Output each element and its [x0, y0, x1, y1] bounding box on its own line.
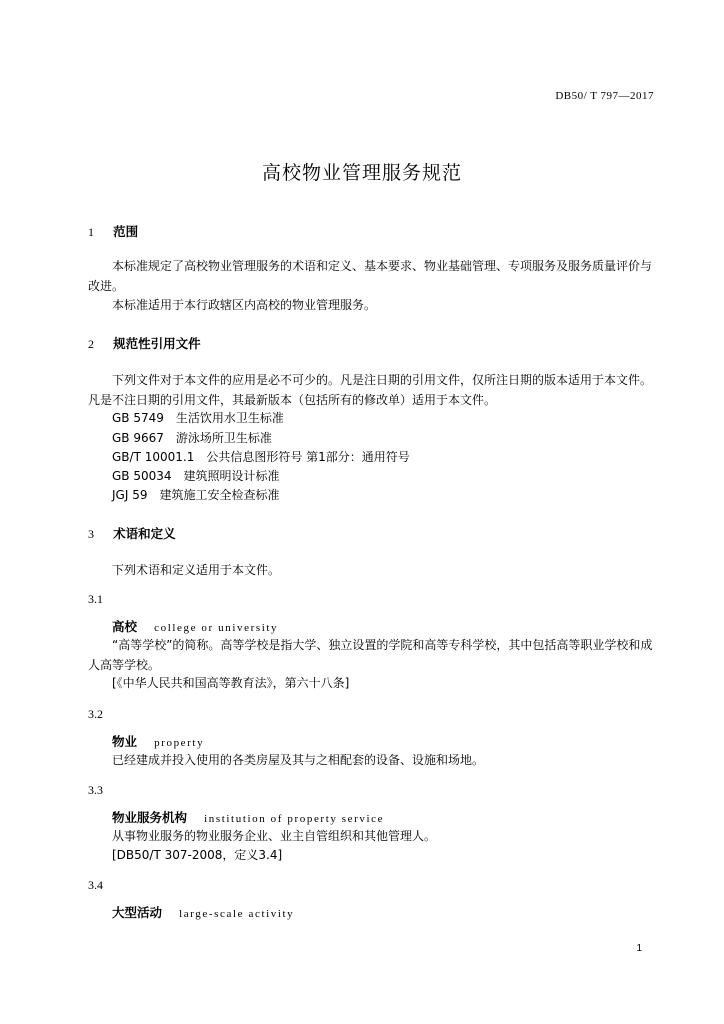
term-number: 3.3 [88, 783, 103, 797]
term-chinese: 物业服务机构 [112, 810, 188, 825]
section-title: 范围 [113, 224, 139, 239]
term-heading [112, 807, 384, 826]
term-heading [112, 616, 278, 635]
standard-number: DB50/ T 797—2017 [555, 90, 654, 102]
paragraph: 本标准规定了高校物业管理服务的术语和定义、基本要求、物业基础管理、专项服务及服务质量评价与改进。 [88, 259, 653, 293]
term-chinese: 物业 [112, 734, 138, 749]
page-number: 1 [636, 943, 642, 954]
reference-item: GB 50034 建筑照明设计标准 [112, 469, 280, 483]
section-number: 1 [88, 225, 94, 239]
term-number: 3.1 [88, 592, 103, 606]
term-source: [DB50/T 307-2008，定义3.4] [112, 848, 283, 862]
document-title: 高校物业管理服务规范 [261, 162, 462, 184]
section-1-heading [88, 221, 138, 240]
term-definition: 已经建成并投入使用的各类房屋及其与之相配套的设备、设施和场地。 [112, 753, 485, 767]
term-number: 3.4 [88, 878, 103, 892]
term-definition: “高等学校”的简称。高等学校是指大学、独立设置的学院和高等专科学校，其中包括高等职业学校和成人高等学校。 [88, 638, 653, 672]
reference-item: GB 5749 生活饮用水卫生标准 [112, 411, 284, 425]
reference-item: JGJ 59 建筑施工安全检查标准 [112, 488, 280, 502]
term-english: college or university [154, 622, 279, 634]
section-3-heading [88, 523, 176, 542]
term-chinese: 高校 [112, 619, 138, 634]
term-english: institution of property service [204, 813, 385, 825]
term-english: large-scale activity [179, 908, 295, 920]
term-heading [112, 731, 204, 750]
reference-item: GB/T 10001.1 公共信息图形符号 第1部分：通用符号 [112, 450, 410, 464]
section-number: 2 [88, 337, 94, 351]
term-english: property [154, 737, 205, 749]
section-number: 3 [88, 527, 94, 541]
section-title: 规范性引用文件 [113, 336, 201, 351]
reference-item: GB 9667 游泳场所卫生标准 [112, 431, 272, 445]
paragraph: 本标准适用于本行政辖区内高校的物业管理服务。 [112, 298, 377, 312]
term-number: 3.2 [88, 707, 103, 721]
section-2-heading [88, 333, 201, 352]
paragraph: 下列文件对于本文件的应用是必不可少的。凡是注日期的引用文件，仅所注日期的版本适用于本文件。凡是不注日期的引用文件，其最新版本（包括所有的修改单）适用于本文件。 [88, 373, 653, 407]
term-chinese: 大型活动 [112, 905, 163, 920]
term-definition: 从事物业服务的物业服务企业、业主自管组织和其他管理人。 [112, 829, 437, 843]
section-title: 术语和定义 [113, 526, 176, 541]
paragraph: 下列术语和定义适用于本文件。 [112, 563, 281, 577]
term-heading [112, 902, 294, 921]
term-source: [《中华人民共和国高等教育法》，第六十八条] [112, 676, 350, 690]
